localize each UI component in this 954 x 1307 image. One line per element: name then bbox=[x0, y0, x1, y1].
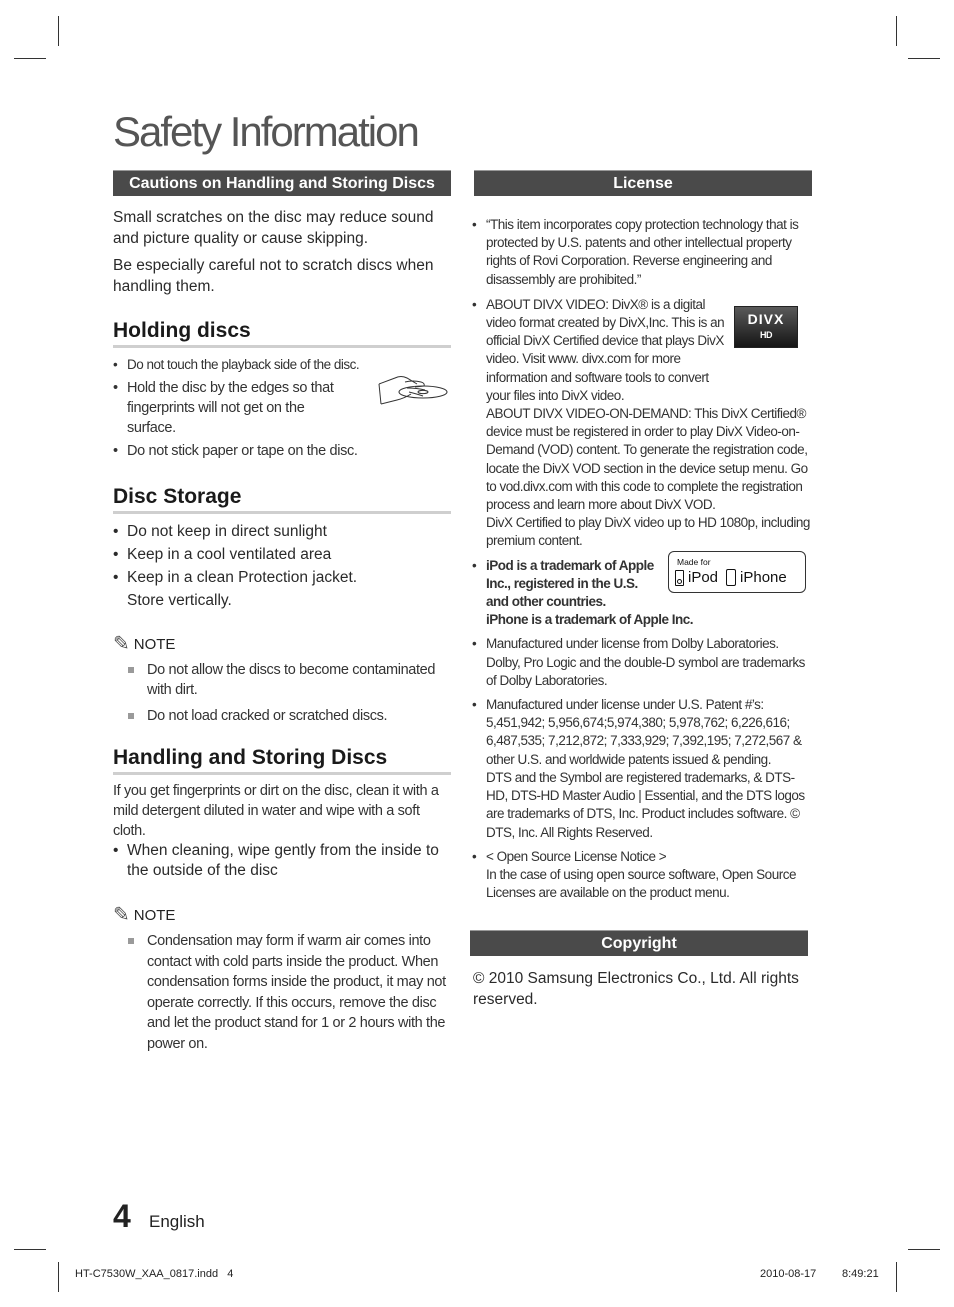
crop-mark bbox=[896, 1262, 897, 1292]
list-item: • Do not stick paper or tape on the disc. bbox=[113, 441, 451, 461]
disc-storage-notes bbox=[113, 660, 451, 726]
cautions-paragraph: Small scratches on the disc may reduce sound and picture quality or cause skipping. bbox=[113, 209, 434, 247]
crop-mark bbox=[908, 58, 940, 59]
divx-hd-paragraph: DivX Certified to play DivX video up to HD 1080p, including premium content. bbox=[486, 515, 810, 549]
note-item: Do not allow the discs to become contaminated with dirt. bbox=[113, 660, 451, 700]
print-slug-date: 2010-08-17 bbox=[760, 1268, 817, 1280]
crop-mark bbox=[58, 1262, 59, 1292]
license-item-rovi: • “This item incorporates copy protection technology that is protected by U.S. patents and other intellectual property rights of Rovi Corporation. Reverse engineering and disassembly are prohibited.” bbox=[472, 216, 812, 289]
iphone-trademark: iPhone is a trademark of Apple Inc. bbox=[486, 612, 694, 628]
page-language: English bbox=[149, 1212, 205, 1231]
disc-storage-list bbox=[113, 520, 451, 612]
divx-vod-paragraph: ABOUT DIVX VIDEO-ON-DEMAND: This DivX Certified® device must be registered in order to play DivX Video-on-Demand (VOD) content. To generate the registration code, locate the DivX VOD section in the device setup menu. Go to vod.divx.com with this code to complete the registration process and learn more about DivX VOD. bbox=[486, 406, 808, 513]
left-column bbox=[113, 170, 451, 1054]
right-column bbox=[472, 170, 812, 1016]
note-item: Condensation may form if warm air comes into contact with cold parts inside the product. When condensation forms inside the product, it may not operate correctly. If this occurs, remove the disc and let the product stand for 1 or 2 hours with the power on. bbox=[113, 931, 447, 1054]
note-label: ✎ NOTE bbox=[113, 904, 176, 926]
license-list bbox=[472, 216, 812, 902]
page-title: Safety Information bbox=[113, 108, 418, 155]
crop-mark bbox=[14, 58, 46, 59]
license-header-bar: License bbox=[474, 170, 812, 196]
note-item: Do not load cracked or scratched discs. bbox=[113, 706, 451, 726]
license-item-open-source: • < Open Source License Notice > In the case of using open source software, Open Source Licenses are available on the product menu. bbox=[472, 848, 812, 903]
divx-paragraph: • ABOUT DIVX VIDEO: DivX® is a digital video format created by DivX,Inc. This is an official DivX Certified device that plays DivX video. Visit www. divx.com for more information and software tools to convert your files into DivX video. bbox=[486, 296, 725, 403]
license-item-dts: • Manufactured under license under U.S. Patent #’s: 5,451,942; 5,956,674;5,974,380; 5,978,762; 6,226,616; 6,487,535; 7,212,872; 7,333,929; 7,392,195; 7,272,567 & other U.S. and worldwide patents issued & pending. DTS and the Symbol are registered trademarks, & DTS-HD, DTS-HD Master Audio | Essential, and the DTS logos are trademarks of DTS, Inc. Product includes software. © DTS, Inc. All Rights Reserved. bbox=[472, 696, 812, 842]
list-item: • Do not keep in direct sunlight bbox=[113, 520, 451, 543]
print-slug-filename: HT-C7530W_XAA_0817.indd 4 bbox=[75, 1268, 234, 1280]
list-item: • Keep in a cool ventilated area bbox=[113, 543, 451, 566]
page-number: 4 bbox=[113, 1198, 131, 1234]
handling-intro: If you get fingerprints or dirt on the disc, clean it with a mild detergent diluted in water and wipe with a soft cloth. bbox=[113, 783, 439, 839]
made-for-ipod-iphone-badge: Made for iPod iPhone bbox=[668, 551, 806, 593]
crop-mark bbox=[908, 1249, 940, 1250]
iphone-icon bbox=[726, 569, 736, 586]
disc-storage-heading: Disc Storage bbox=[113, 485, 451, 514]
crop-mark bbox=[14, 1249, 46, 1250]
license-item-dolby: • Manufactured under license from Dolby Laboratories. Dolby, Pro Logic and the double-D symbol are trademarks of Dolby Laboratories. bbox=[472, 635, 812, 690]
list-item: • When cleaning, wipe gently from the inside to the outside of the disc bbox=[113, 841, 451, 881]
list-item: • Hold the disc by the edges so that fingerprints will not get on the surface. bbox=[113, 378, 342, 438]
print-slug-time: 8:49:21 bbox=[842, 1268, 879, 1280]
handling-storing-heading: Handling and Storing Discs bbox=[113, 746, 451, 775]
hand-holding-disc-icon bbox=[377, 370, 453, 415]
pencil-icon: ✎ bbox=[113, 904, 130, 926]
handling-notes bbox=[113, 931, 451, 1054]
handling-list bbox=[113, 841, 451, 881]
list-item: • Do not touch the playback side of the disc. bbox=[113, 356, 451, 374]
license-item-divx bbox=[472, 296, 812, 551]
pencil-icon: ✎ bbox=[113, 633, 130, 655]
copyright-header-bar: Copyright bbox=[470, 930, 808, 956]
holding-discs-heading: Holding discs bbox=[113, 319, 451, 348]
crop-mark bbox=[58, 16, 59, 46]
note-label: ✎ NOTE bbox=[113, 633, 176, 655]
ipod-icon bbox=[675, 570, 684, 586]
crop-mark bbox=[896, 16, 897, 46]
copyright-text: © 2010 Samsung Electronics Co., Ltd. All rights reserved. bbox=[473, 970, 799, 1009]
list-item: • Keep in a clean Protection jacket. Store vertically. bbox=[113, 566, 367, 612]
ipod-trademark: • iPod is a trademark of Apple Inc., registered in the U.S. and other countries. bbox=[486, 557, 654, 610]
license-item-ipod bbox=[472, 557, 812, 630]
cautions-paragraph: Be especially careful not to scratch discs when handling them. bbox=[113, 257, 434, 295]
cautions-header-bar: Cautions on Handling and Storing Discs bbox=[113, 170, 451, 196]
divx-hd-logo: DIVX HD bbox=[734, 306, 798, 348]
